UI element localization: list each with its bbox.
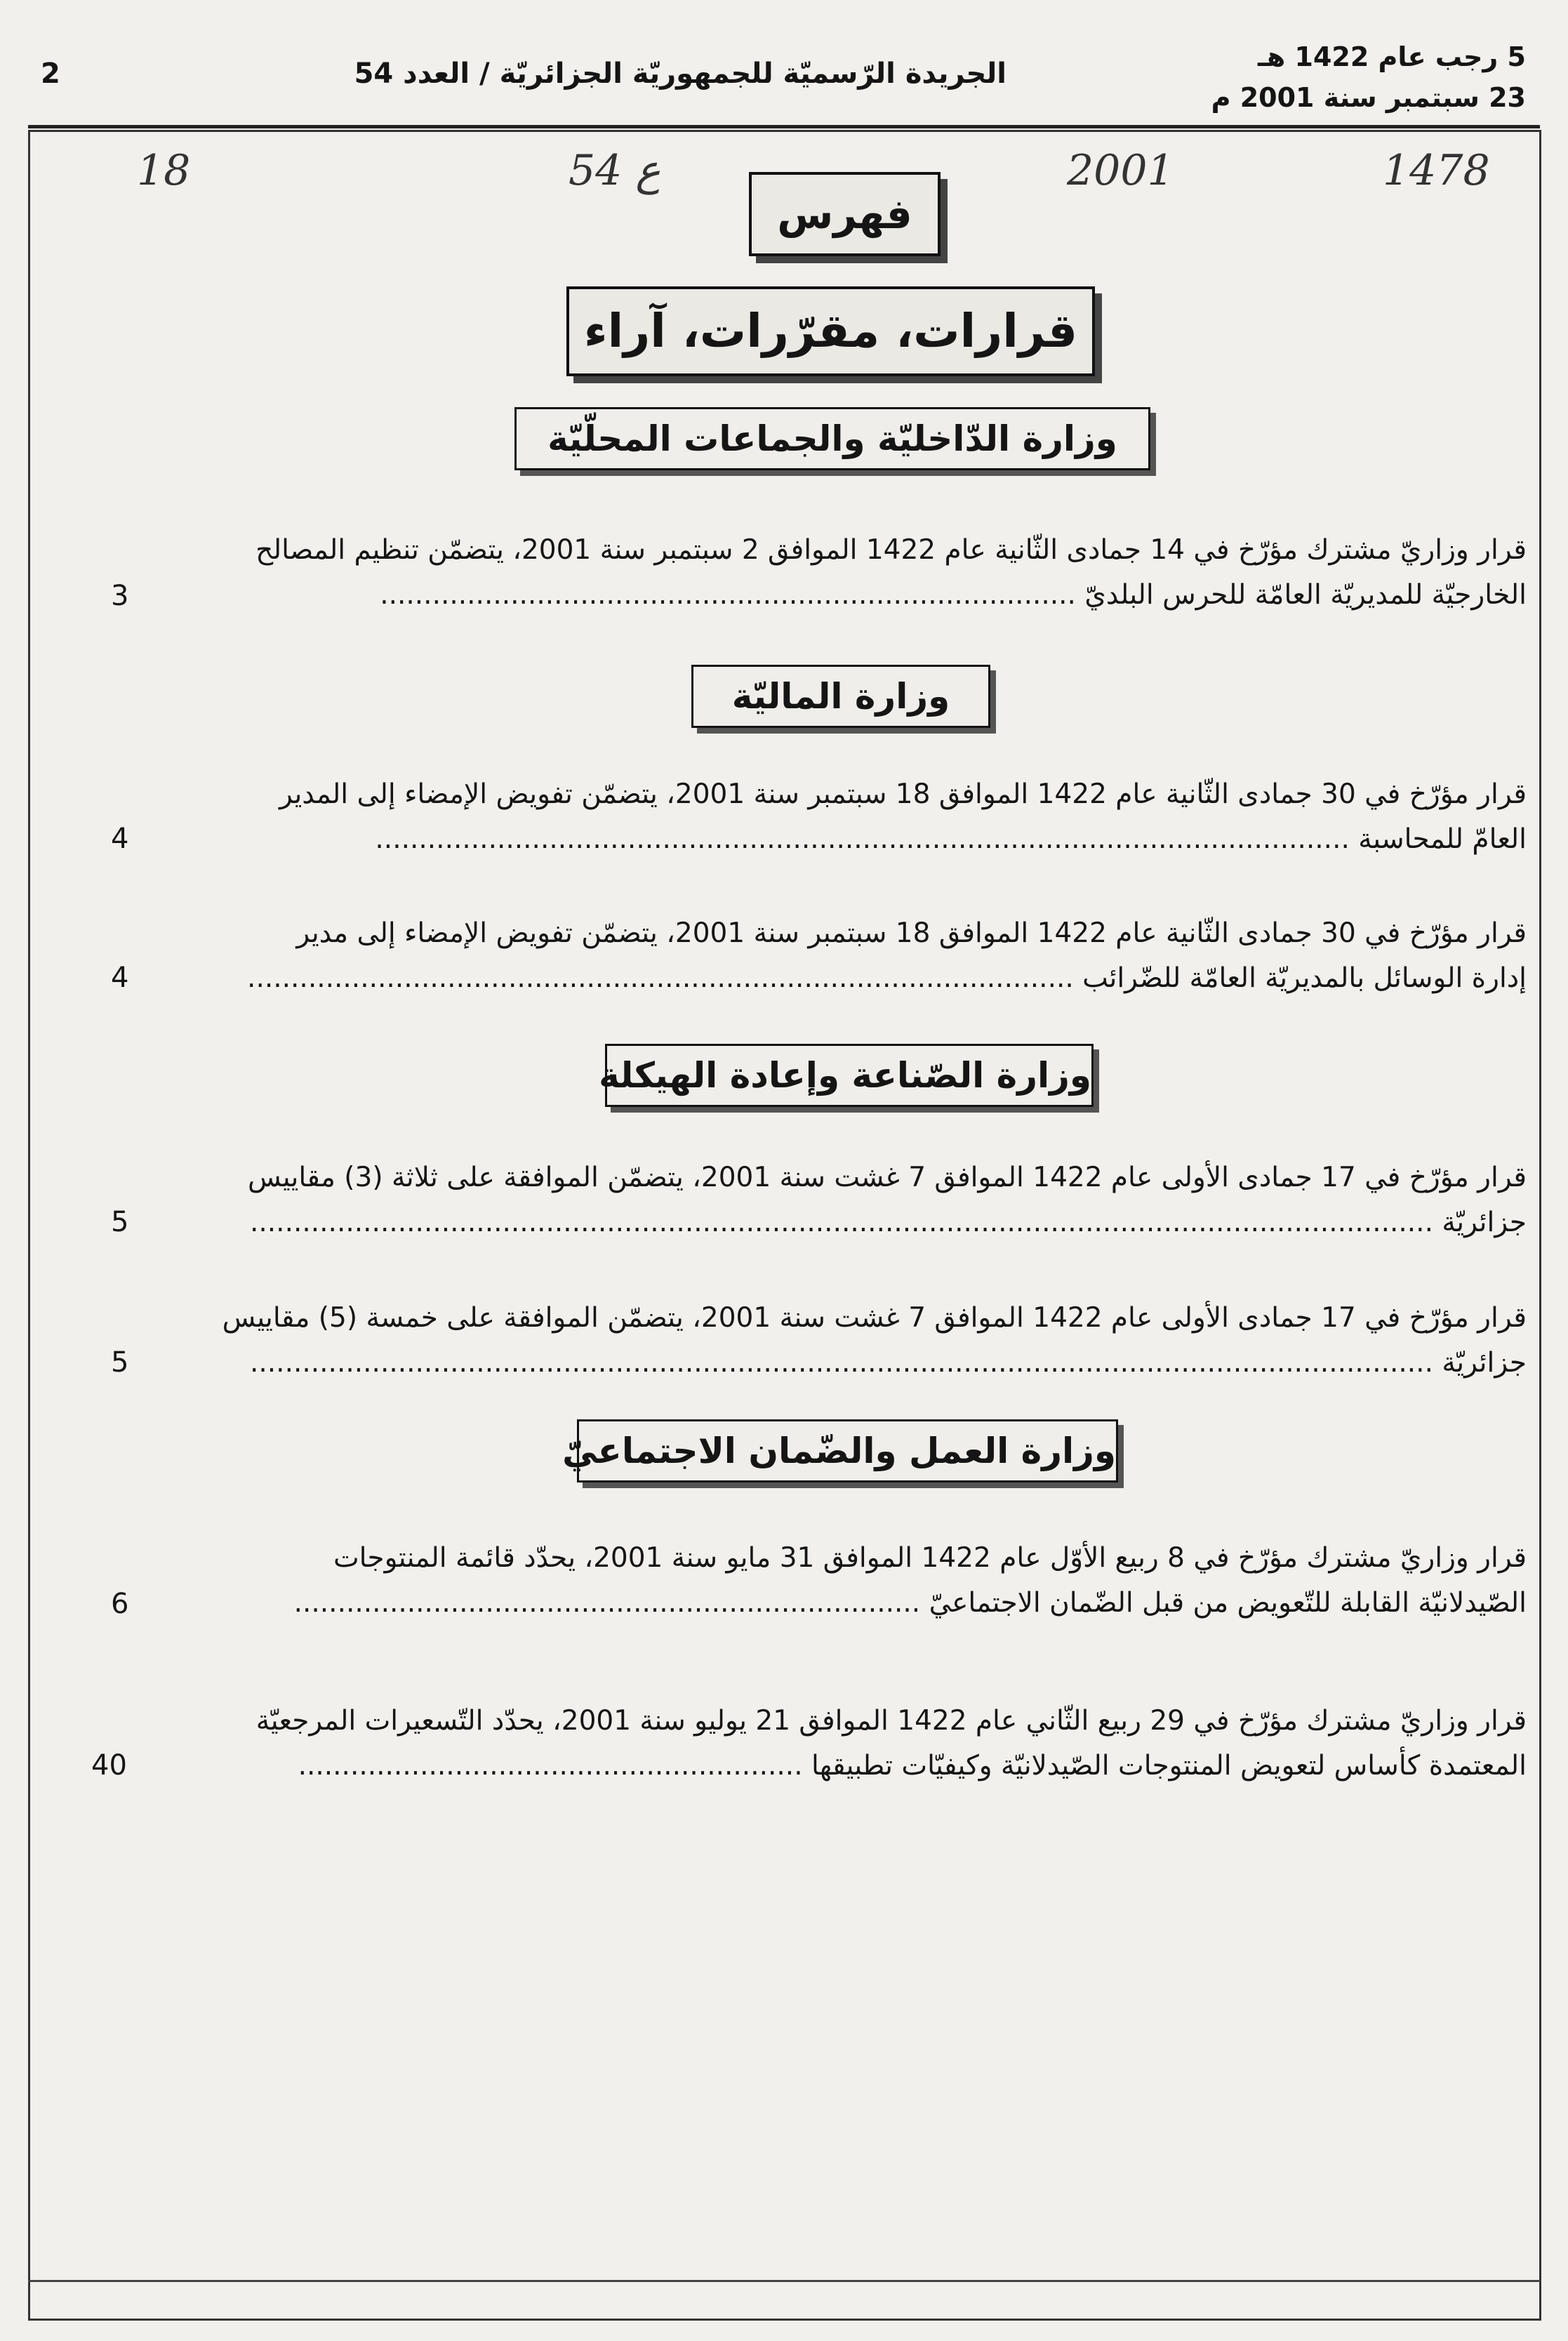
entry-text: الخارجيّة للمديريّة العامّة للحرس البلديّ ................................................................................ — [380, 579, 1527, 611]
entry-text: قرار مؤرّخ في 17 جمادى الأولى عام 1422 الموافق 7 غشت سنة 2001، يتضمّن الموافقة على ثلاثة (3) مقاييس — [248, 1162, 1527, 1193]
date-hijri: 5 رجب عام 1422 هـ — [1257, 41, 1526, 72]
toc-entry[interactable] — [151, 772, 1527, 862]
toc-entry[interactable] — [151, 1155, 1527, 1245]
toc-entry[interactable] — [151, 1536, 1527, 1626]
entry-text: قرار مؤرّخ في 30 جمادى الثّانية عام 1422 الموافق 18 سبتمبر سنة 2001، يتضمّن تفويض الإمضاء إلى مدير — [296, 917, 1527, 949]
journal-title: الجريدة الرّسميّة للجمهوريّة الجزائريّة / العدد 54 — [354, 58, 1006, 90]
entry-text: قرار وزاريّ مشترك مؤرّخ في 8 ربيع الأوّل عام 1422 الموافق 31 مايو سنة 2001، يحدّد قائمة المنتوجات — [333, 1542, 1527, 1574]
entry-text: قرار مؤرّخ في 17 جمادى الأولى عام 1422 الموافق 7 غشت سنة 2001، يتضمّن الموافقة على خمسة (5) مقاييس — [222, 1302, 1527, 1334]
entry-text: جزائريّة ........................................................................................................................................ — [249, 1207, 1527, 1238]
handwritten-note: 1478 — [1383, 146, 1490, 195]
page-ref: 5 — [111, 1206, 129, 1238]
page-ref: 3 — [111, 580, 129, 612]
page-ref: 5 — [111, 1346, 129, 1379]
page-header — [28, 15, 1540, 121]
toc-entry[interactable] — [151, 1296, 1527, 1386]
page-ref: 4 — [111, 823, 129, 855]
date-gregorian: 23 سبتمبر سنة 2001 م — [1211, 82, 1526, 113]
entry-text: المعتمدة كأساس لتعويض المنتوجات الصّيدلانيّة وكيفيّات تطبيقها .......................................................... — [298, 1750, 1527, 1782]
entry-text: قرار وزاريّ مشترك مؤرّخ في 14 جمادى الثّانية عام 1422 الموافق 2 سبتمبر سنة 2001، يتضمّن تنظيم المصالح — [255, 534, 1527, 566]
handwritten-note: 2001 — [1067, 146, 1174, 195]
ministry-heading: وزارة الصّناعة وإعادة الهيكلة — [605, 1044, 1094, 1107]
ministry-heading: وزارة الدّاخليّة والجماعات المحلّيّة — [514, 407, 1150, 470]
footer-rule — [28, 2280, 1540, 2282]
issue-date — [1211, 37, 1526, 118]
entry-text: قرار مؤرّخ في 30 جمادى الثّانية عام 1422 الموافق 18 سبتمبر سنة 2001، يتضمّن تفويض الإمضاء إلى المدير — [279, 778, 1527, 810]
handwritten-note: 18 — [137, 146, 191, 195]
page-ref: 6 — [111, 1588, 129, 1620]
entry-text: العامّ للمحاسبة ................................................................................................................ — [375, 823, 1527, 855]
section-title: قرارات، مقرّرات، آراء — [566, 286, 1095, 376]
page-ref: 4 — [111, 962, 129, 994]
page-number: 2 — [41, 58, 60, 90]
ministry-heading: وزارة العمل والضّمان الاجتماعيّ — [577, 1419, 1118, 1483]
handwritten-note: ع 54 — [569, 146, 661, 195]
entry-text: قرار وزاريّ مشترك مؤرّخ في 29 ربيع الثّاني عام 1422 الموافق 21 يوليو سنة 2001، يحدّد التّسعيرات المرجعيّة — [255, 1705, 1527, 1737]
entry-text: الصّيدلانيّة القابلة للتّعويض من قبل الضّمان الاجتماعيّ ........................................................................ — [293, 1587, 1527, 1619]
entry-text: جزائريّة ........................................................................................................................................ — [249, 1347, 1527, 1379]
header-rule — [28, 125, 1540, 128]
toc-title: فهرس — [749, 172, 941, 256]
page-ref: 40 — [91, 1749, 127, 1782]
ministry-heading: وزارة الماليّة — [691, 665, 990, 728]
entry-text: إدارة الوسائل بالمديريّة العامّة للضّرائب ............................................................................................... — [247, 962, 1527, 994]
toc-entry[interactable] — [151, 528, 1527, 618]
toc-entry[interactable] — [151, 1699, 1527, 1789]
toc-entry[interactable] — [151, 911, 1527, 1001]
